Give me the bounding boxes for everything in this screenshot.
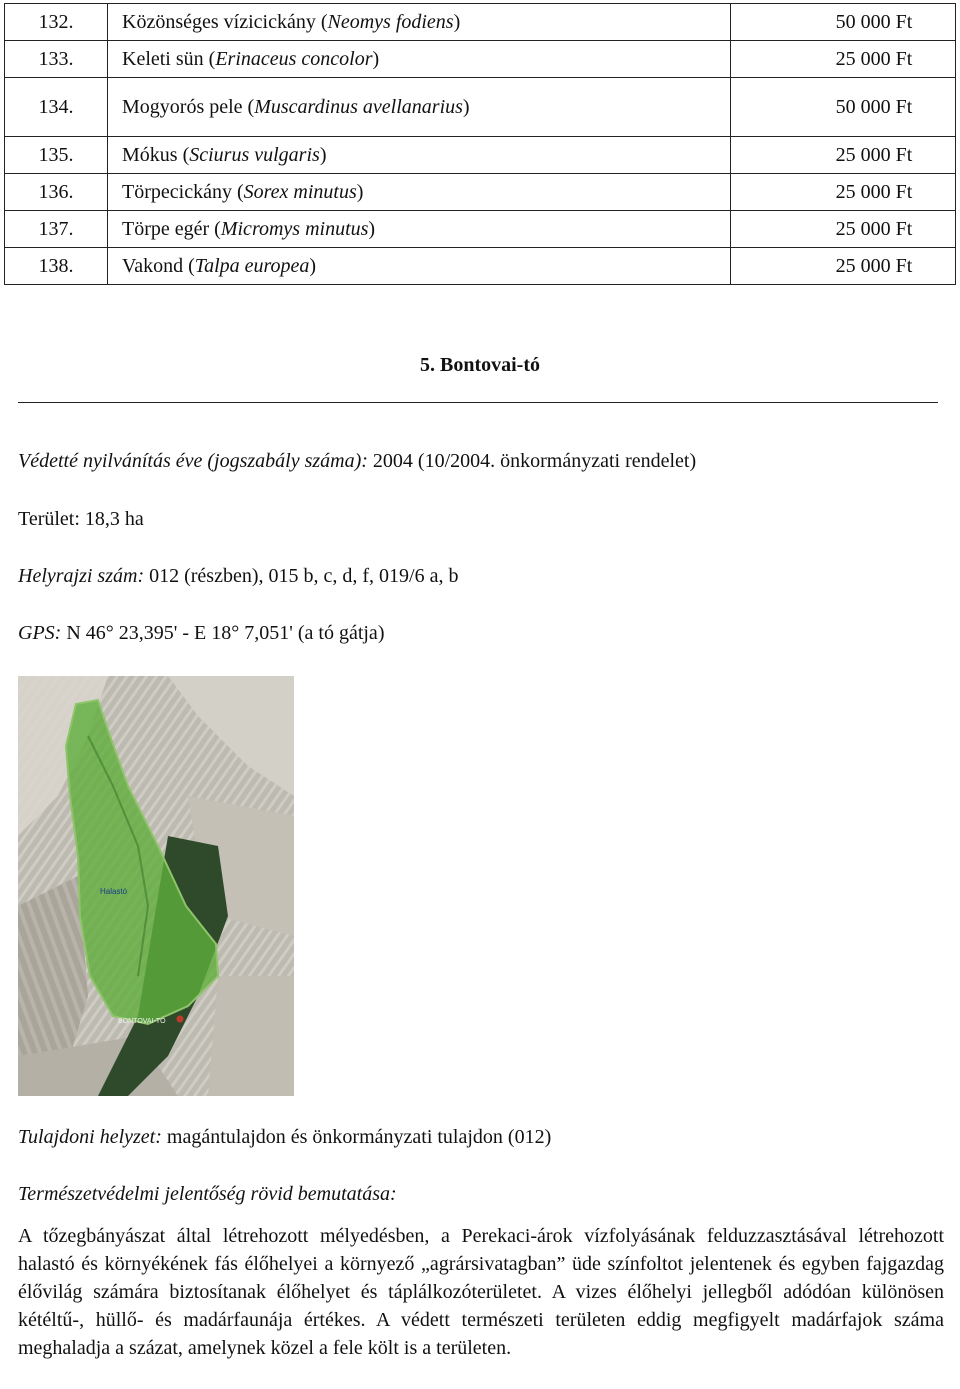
protection-label: Védetté nyilvánítás éve (jogszabály száma):: [18, 450, 368, 472]
row-number: 134.: [5, 78, 108, 137]
gps-line: [18, 622, 384, 645]
price-value: 25 000 Ft: [731, 41, 956, 78]
price-value: 50 000 Ft: [731, 4, 956, 41]
table-row: [5, 174, 956, 211]
significance-label: Természetvédelmi jelentőség rövid bemutatása:: [18, 1183, 397, 1205]
price-value: 25 000 Ft: [731, 211, 956, 248]
common-name: Törpe egér: [122, 218, 210, 240]
satellite-map-image: [18, 676, 294, 1096]
latin-name: Neomys fodiens: [327, 11, 454, 33]
price-value: 50 000 Ft: [731, 78, 956, 137]
common-name: Vakond: [122, 255, 184, 277]
table-row: [5, 41, 956, 78]
latin-name: Sciurus vulgaris: [189, 144, 320, 166]
row-number: 137.: [5, 211, 108, 248]
row-number: 132.: [5, 4, 108, 41]
table-row: [5, 4, 956, 41]
table-row: [5, 211, 956, 248]
ownership-label: Tulajdoni helyzet:: [18, 1126, 162, 1148]
ownership-value: magántulajdon és önkormányzati tulajdon (012): [166, 1126, 552, 1148]
table-row: [5, 248, 956, 285]
parcel-label: Helyrajzi szám:: [18, 565, 145, 587]
species-price-table: [4, 3, 956, 285]
price-value: 25 000 Ft: [731, 137, 956, 174]
description-paragraph: A tőzegbányászat által létrehozott mélyedésben, a Perekaci-árok vízfolyásának felduzzasztásával létrehozott halastó és környékének fás élőhelyei a környező „agrársivatagban” üde színfoltot jelentenek és egyben fajgazdag élővilág számára biztosítanak élőhelyet és táplálkozóterületet. A vizes élőhelyi jellegből adódóan különösen kétéltű-, hüllő- és madárfaunája értékes. A védett természeti területen eddig megfigyelt madárfajok száma meghaladja a százat, amelynek közel a fele költ is a területen.: [18, 1225, 944, 1359]
protection-value: 2004 (10/2004. önkormányzati rendelet): [372, 450, 697, 472]
row-number: 133.: [5, 41, 108, 78]
table-row: [5, 78, 956, 137]
latin-name: Muscardinus avellanarius: [254, 96, 463, 118]
satellite-map-svg: [18, 676, 294, 1096]
location-marker-icon: [177, 1016, 184, 1023]
common-name: Mogyorós pele: [122, 96, 243, 118]
row-number: 135.: [5, 137, 108, 174]
species-name: Közönséges vízicickány (Neomys fodiens): [108, 4, 731, 41]
gps-label: GPS:: [18, 622, 62, 644]
row-number: 136.: [5, 174, 108, 211]
species-name: Mogyorós pele (Muscardinus avellanarius): [108, 78, 731, 137]
common-name: Keleti sün: [122, 48, 204, 70]
parcel-line: [18, 565, 458, 588]
price-value: 25 000 Ft: [731, 174, 956, 211]
common-name: Mókus: [122, 144, 178, 166]
species-name: Vakond (Talpa europea): [108, 248, 731, 285]
latin-name: Erinaceus concolor: [215, 48, 373, 70]
latin-name: Talpa europea: [194, 255, 310, 277]
area-line: Terület: 18,3 ha: [18, 508, 144, 530]
gps-value: N 46° 23,395' - E 18° 7,051' (a tó gátja): [66, 622, 385, 644]
common-name: Közönséges vízicickány: [122, 11, 316, 33]
parcel-value: 012 (részben), 015 b, c, d, f, 019/6 a, b: [149, 565, 459, 587]
latin-name: Sorex minutus: [243, 181, 357, 203]
common-name: Törpecickány: [122, 181, 232, 203]
latin-name: Micromys minutus: [220, 218, 369, 240]
species-name: Törpe egér (Micromys minutus): [108, 211, 731, 248]
significance-heading: [18, 1183, 397, 1206]
place-label: BONTOVAI-TÓ: [118, 1018, 166, 1025]
section-heading: 5. Bontovai-tó: [420, 354, 540, 376]
row-number: 138.: [5, 248, 108, 285]
heading-divider: [18, 402, 938, 403]
lake-label: Halastó: [100, 887, 128, 896]
table-row: [5, 137, 956, 174]
protection-line: [18, 450, 696, 473]
species-name: Törpecickány (Sorex minutus): [108, 174, 731, 211]
price-value: 25 000 Ft: [731, 248, 956, 285]
species-name: Keleti sün (Erinaceus concolor): [108, 41, 731, 78]
ownership-line: [18, 1126, 551, 1149]
species-name: Mókus (Sciurus vulgaris): [108, 137, 731, 174]
